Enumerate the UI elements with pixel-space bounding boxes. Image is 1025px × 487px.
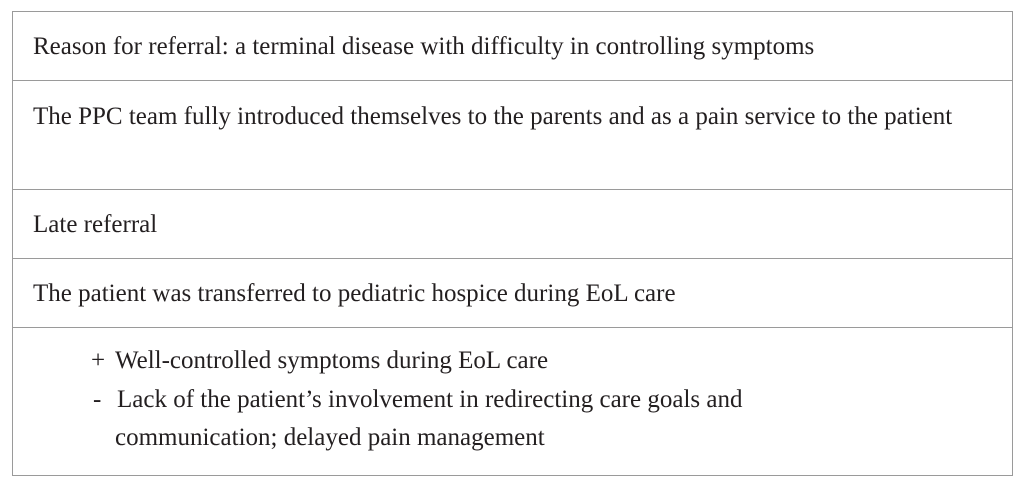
negative-outcome-text-line2: communication; delayed pain management — [115, 424, 545, 451]
positive-marker: + — [91, 347, 106, 374]
table-row — [13, 190, 1012, 259]
negative-marker: - — [93, 386, 102, 413]
late-referral-text: Late referral — [33, 211, 158, 238]
table-row — [13, 81, 1012, 190]
hospice-transfer-text: The patient was transferred to pediatric hospice during EoL care — [33, 280, 676, 307]
table-row — [13, 328, 1012, 475]
table-row — [13, 12, 1012, 81]
team-introduction-text: The PPC team fully introduced themselves to the parents and as a pain service to the patient — [33, 103, 953, 130]
referral-reason-text: Reason for referral: a terminal disease with difficulty in controlling symptoms — [33, 33, 815, 60]
positive-outcome-text: Well-controlled symptoms during EoL care — [115, 347, 549, 374]
table-row — [13, 259, 1012, 328]
case-table — [12, 11, 1013, 476]
negative-outcome-text-line1: Lack of the patient’s involvement in redirecting care goals and — [117, 386, 743, 413]
